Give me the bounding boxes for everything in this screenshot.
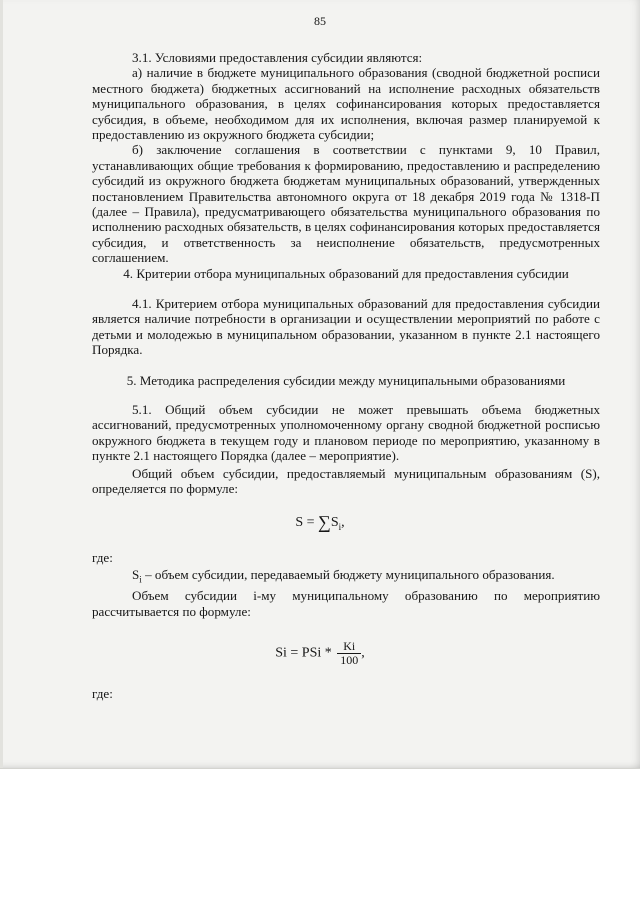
paragraph-4-1: 4.1. Критерием отбора муниципальных образований для предоставления субсидии является наличие потребности в организации и осуществлении мероприятий по работе с детьми и молодежью в муниципальном образовании, указанном в пункте 2.1 настоящего Порядка. (92, 296, 600, 358)
where-label-2: где: (92, 686, 113, 701)
definition-si (92, 567, 600, 588)
formula-si (0, 640, 640, 667)
formula-si-lhs: Si = PSi * (275, 645, 332, 661)
sigma-symbol: ∑ (318, 512, 331, 532)
section-5-text (92, 402, 600, 496)
fraction-numerator: Ki (337, 640, 361, 654)
definitions-1 (92, 550, 600, 619)
formula-total-sub: i (338, 521, 342, 532)
section-3-text (92, 50, 600, 266)
formula-total-tail: , (341, 515, 345, 530)
heading-section-5: 5. Методика распределения субсидии между муниципальными образованиями (126, 373, 566, 388)
paragraph-3-1: 3.1. Условиями предоставления субсидии являются: (132, 50, 423, 65)
formula-total-term: S (330, 515, 339, 530)
page-number: 85 (314, 14, 326, 28)
heading-section-4: 4. Критерии отбора муниципальных образований для предоставления субсидии (123, 266, 569, 281)
paragraph-3-1-a: а) наличие в бюджете муниципального образования (сводной бюджетной росписи местного бюджета) бюджетных ассигнований на исполнение расходных обязательств муниципального образования, в целях софинансирования которых предоставляется субсидия, в объеме, необходимом для их исполнения, включая размер планируемой к предоставлению из окружного бюджета субсидии; (92, 65, 600, 143)
formula-total (0, 512, 640, 533)
paragraph-volume-i: Объем субсидии i-му муниципальному образованию по мероприятию рассчитывается по формуле: (92, 588, 600, 619)
formula-total-lhs: S = (295, 515, 319, 530)
paragraph-5-1: 5.1. Общий объем субсидии не может превышать объема бюджетных ассигнований, предусмотренных уполномоченному органу сводной бюджетной росписью окружного бюджета в текущем году и плановом периоде по мероприятию, указанному в пункте 2.1 настоящего Порядка (далее – мероприятие). (92, 402, 600, 464)
fraction-denominator: 100 (340, 653, 359, 667)
paragraph-3-1-b: б) заключение соглашения в соответствии с пунктами 9, 10 Правил, устанавливающих общие требования к формированию, предоставлению и распределению субсидий из окружного бюджета бюджетам муниципальных образований, утвержденных постановлением Правительства автономного округа от 18 декабря 2019 года № 1318-П (далее – Правила), предусматривающего обязательства муниципального образования по исполнению расходных обязательств, в целях софинансирования которых предоставляется субсидия, и ответственность за неисполнение обязательств, предусмотренных соглашением. (92, 142, 601, 266)
where-label-1: где: (92, 550, 113, 565)
definition-si-sub: i (139, 575, 142, 586)
section-4-text (92, 296, 600, 358)
definition-si-symbol: S (132, 567, 140, 583)
definition-si-text: – объем субсидии, передаваемый бюджету муниципального образования. (141, 567, 555, 583)
formula-si-tail: , (361, 645, 365, 661)
paragraph-total-volume: Общий объем субсидии, предоставляемый муниципальным образованиям (S), определяется по формуле: (92, 465, 600, 497)
fraction (337, 640, 361, 667)
definitions-2 (92, 686, 600, 701)
